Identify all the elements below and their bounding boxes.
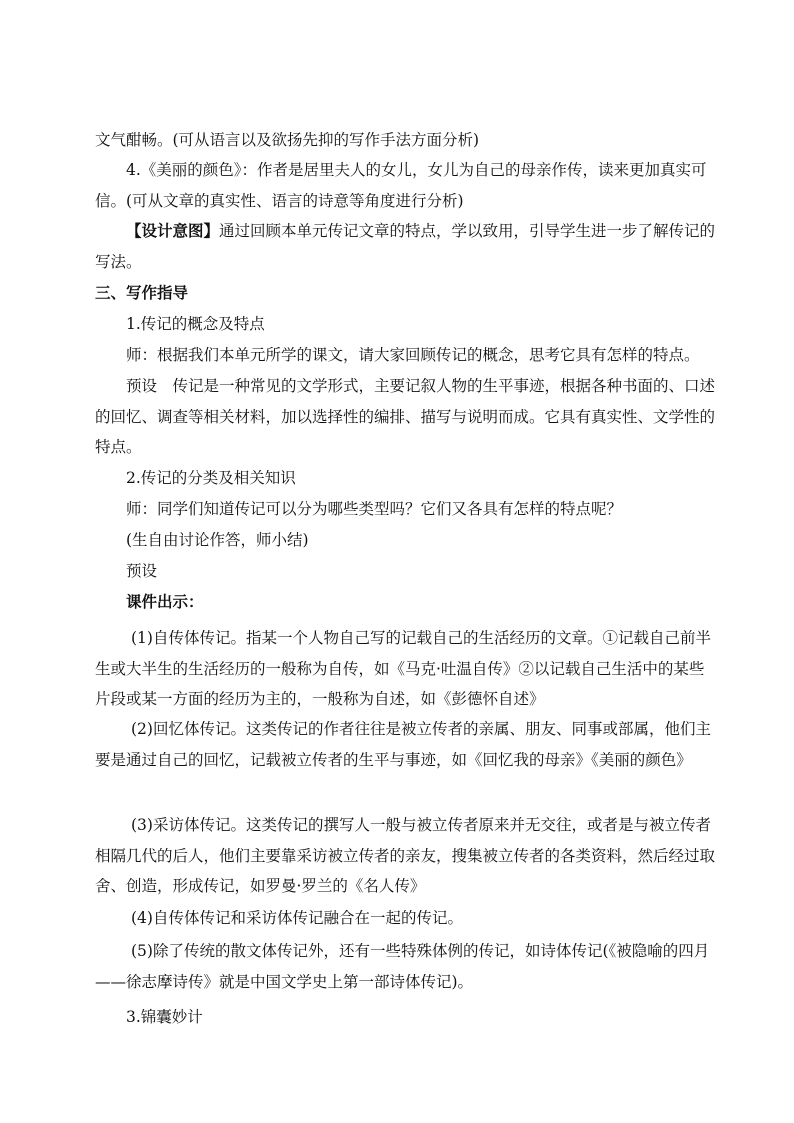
subheading-3: 3.锦囊妙计 (126, 1008, 203, 1026)
paragraph-continuation: 文气酣畅。(可从语言以及欲扬先抑的写作手法方面分析) (95, 131, 480, 149)
subheading-2: 2.传记的分类及相关知识 (126, 469, 296, 487)
teacher-question-1: 师：根据我们本单元所学的课文，请大家回顾传记的概念，思考它具有怎样的特点。 (126, 346, 700, 364)
teacher-question-2: 师：同学们知道传记可以分为哪些类型吗？它们又各具有怎样的特点呢？ (126, 500, 623, 518)
design-intent-label: 【设计意图】 (126, 221, 220, 240)
list-item-3: (3)采访体传记。这类传记的撰写人一般与被立传者原来并无交往，或者是与被立传者相隔几代的后人，他们主要靠采访被立传者的亲友，搜集被立传者的各类资料，然后经过取舍、创造，形成传记，如罗曼·罗兰的《名人传》 (95, 816, 716, 895)
courseware-label: 课件出示： (126, 592, 204, 611)
design-intent-paragraph (95, 216, 717, 277)
list-item-2: (2)回忆体传记。这类传记的作者往往是被立传者的亲属、朋友、同事或部属，他们主要是通过自己的回忆，记载被立传者的生平与事迹，如《回忆我的母亲》《美丽的颜色》 (95, 720, 711, 769)
subheading-1: 1.传记的概念及特点 (126, 315, 265, 333)
section-heading: 三、写作指导 (95, 283, 189, 302)
list-item-4: (4)自传体传记和采访体传记融合在一起的传记。 (131, 909, 463, 927)
student-discussion-note: (生自由讨论作答，师小结) (126, 531, 309, 549)
list-item-1: (1)自传体传记。指某一个人物自己写的记载自己的生活经历的文章。①记载自己前半生或大半生的生活经历的一般称为自传，如《马克·吐温自传》②以记载自己生活中的某些片段或某一方面的经历为主的，一般称为自述，如《彭德怀自述》 (95, 629, 711, 708)
design-intent-text: 通过回顾本单元传记文章的特点，学以致用，引导学生进一步了解传记的写法。 (95, 222, 716, 271)
preset-label: 预设 (126, 562, 158, 580)
paragraph-item-4: 4.《美丽的颜色》：作者是居里夫人的女儿，女儿为自己的母亲作传，读来更加真实可信。(可从文章的真实性、语言的诗意等角度进行分析) (95, 161, 707, 210)
preset-answer-1: 预设 传记是一种常见的文学形式，主要记叙人物的生平事迹，根据各种书面的、口述的回忆、调查等相关材料，加以选择性的编排、描写与说明而成。它具有真实性、文学性的特点。 (95, 377, 716, 456)
list-item-5: (5)除了传统的散文体传记外，还有一些特殊体例的传记，如诗体传记(《被隐喻的四月——徐志摩诗传》就是中国文学史上第一部诗体传记)。 (95, 942, 710, 991)
